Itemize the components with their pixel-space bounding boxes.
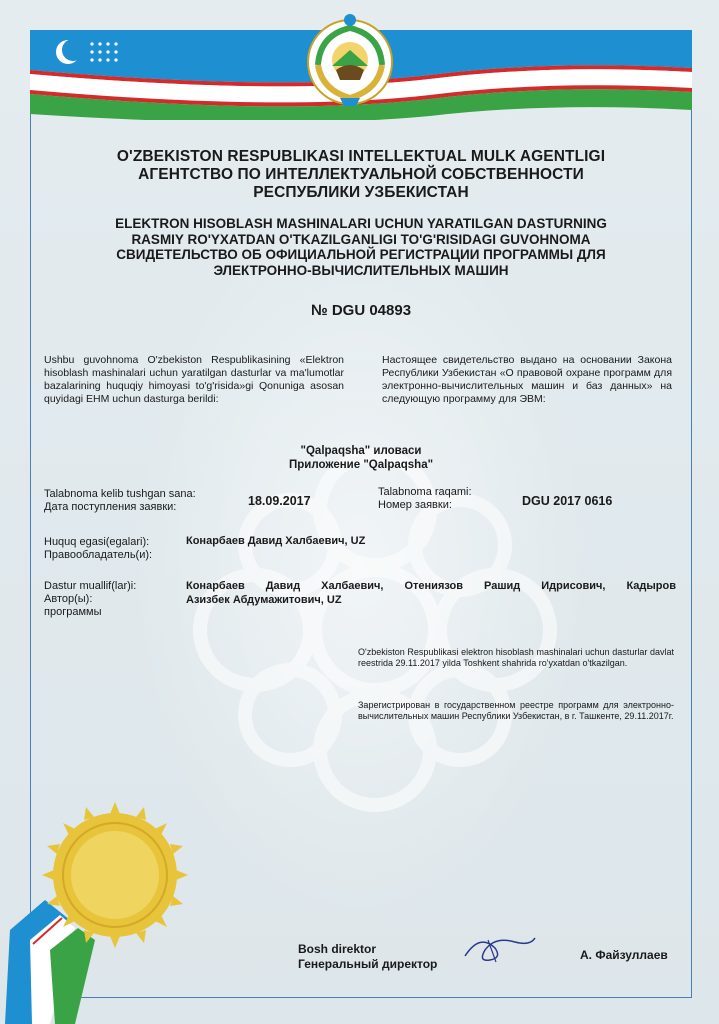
holder-label-uz: Huquq egasi(egalari): xyxy=(44,536,150,548)
application-number-value: DGU 2017 0616 xyxy=(522,494,613,508)
certificate-title-ru-line2: ЭЛЕКТРОННО-ВЫЧИСЛИТЕЛЬНЫХ МАШИН xyxy=(213,262,509,278)
intro-text-ru: Настоящее свидетельство выдано на основании Закона Республики Узбекистан «О правовой охране программ для электронно-вычислительных машин и баз данных» на следующую программу для ЭВМ: xyxy=(382,354,672,405)
registration-note-uz: O'zbekiston Respublikasi elektron hisoblash mashinalari uchun dasturlar davlat reestrida 29.11.2017 yilda Toshkent shahrida ro'yxatdan o'tkazilgan. xyxy=(358,647,674,668)
director-name: А. Файзуллаев xyxy=(580,948,668,962)
agency-name-ru-line1: АГЕНТСТВО ПО ИНТЕЛЛЕКТУАЛЬНОЙ СОБСТВЕННОСТИ xyxy=(138,166,584,183)
certificate-title-ru-line1: СВИДЕТЕЛЬСТВО ОБ ОФИЦИАЛЬНОЙ РЕГИСТРАЦИИ ПРОГРАММЫ ДЛЯ xyxy=(116,247,606,262)
certificate-number: № DGU 04893 xyxy=(310,302,412,319)
authors-value-line1: Конарбаев Давид Халбаевич, Отениязов Рашид Идрисович, Кадыров xyxy=(186,580,676,592)
intro-text-uz: Ushbu guvohnoma O'zbekiston Respublikasining «Elektron hisoblash mashinalari uchun yaratilgan dasturlar va ma'lumotlar bazalarining huquqiy himoyasi to'g'risida»gi Qonuniga asosan quyidagi EHM uchun dasturga berildi: xyxy=(44,354,344,405)
program-name-uz: "Qalpaqsha" иловаси xyxy=(300,445,422,457)
authors-label-ru-line1: Автор(ы): xyxy=(44,593,93,605)
application-date-label-uz: Talabnoma kelib tushgan sana: xyxy=(44,488,196,500)
certificate-title-uz-line1: ELEKTRON HISOBLASH MASHINALARI UCHUN YARATILGAN DASTURNING xyxy=(115,216,607,231)
director-title-uz: Bosh direktor xyxy=(298,942,377,956)
holder-value: Конарбаев Давид Халбаевич, UZ xyxy=(186,535,366,547)
handwritten-signature xyxy=(460,928,540,968)
registration-note-ru: Зарегистрирован в государственном реестре программ для электронно-вычислительных машин Республики Узбекистан, в г. Ташкенте, 29.11.2017г. xyxy=(358,700,674,721)
director-title-ru: Генеральный директор xyxy=(298,957,438,971)
holder-label-ru: Правообладатель(и): xyxy=(44,549,153,561)
application-date-value: 18.09.2017 xyxy=(248,494,311,508)
agency-name-ru-line2: РЕСПУБЛИКИ УЗБЕКИСТАН xyxy=(253,184,469,201)
authors-value-line2: Азизбек Абдумажитович, UZ xyxy=(186,594,342,606)
gold-seal xyxy=(40,800,190,950)
certificate-title-uz-line2: RASMIY RO'YXATDAN O'TKAZILGANLIGI TO'G'RISIDAGI GUVOHNOMA xyxy=(131,231,591,247)
application-number-label-ru: Номер заявки: xyxy=(378,499,452,511)
application-date-label-ru: Дата поступления заявки: xyxy=(44,501,177,513)
agency-name-uz: O'ZBEKISTON RESPUBLIKASI INTELLEKTUAL MULK AGENTLIGI xyxy=(116,148,606,165)
application-number-label-uz: Talabnoma raqami: xyxy=(378,486,472,498)
authors-label-ru-line2: программы xyxy=(44,606,102,618)
authors-label-uz: Dastur muallif(lar)i: xyxy=(44,580,137,592)
program-name-ru: Приложение "Qalpaqsha" xyxy=(288,459,434,471)
state-emblem-icon xyxy=(300,10,400,110)
